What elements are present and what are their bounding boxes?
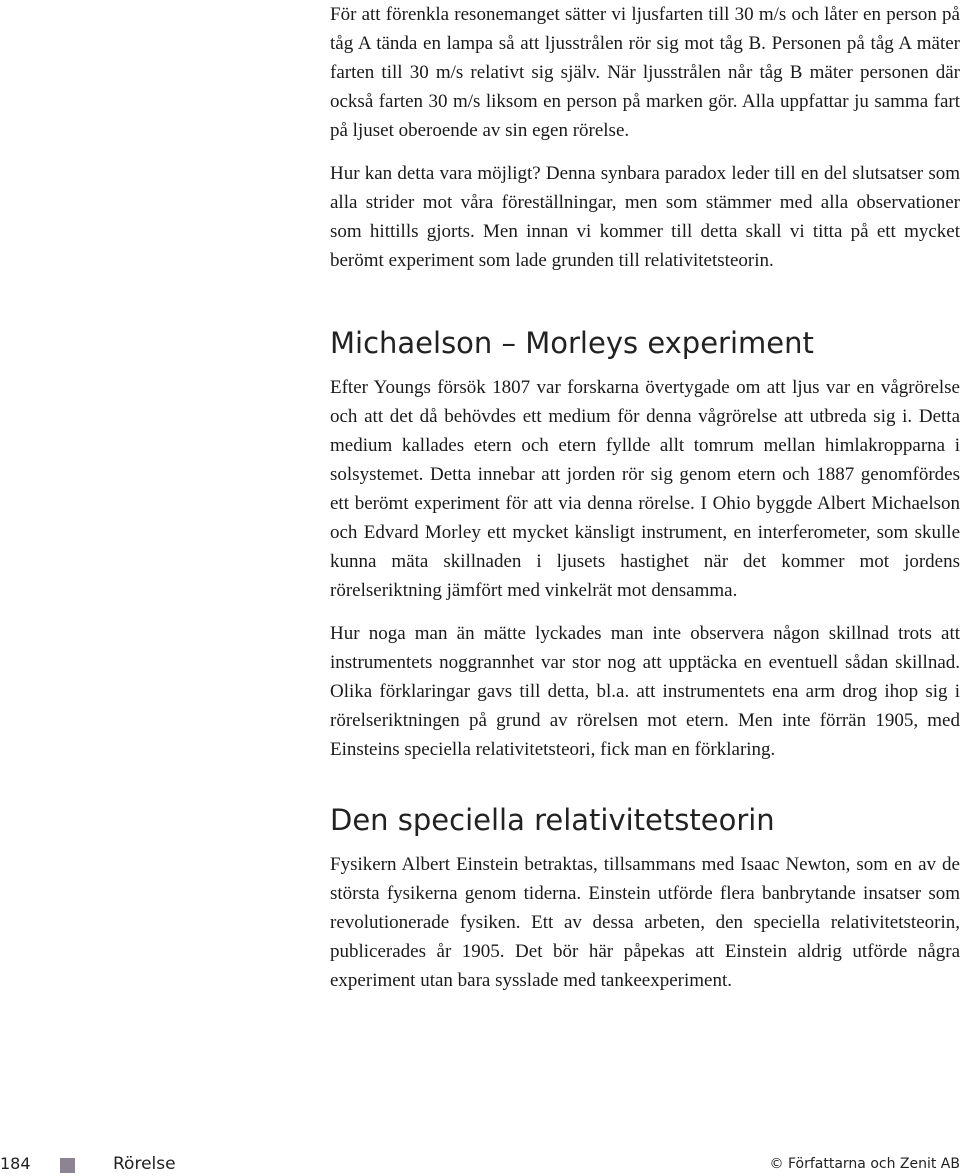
michelson-paragraph-2: Hur noga man än mätte lyckades man inte observera någon skillnad trots att instrumentets noggrannhet var stor nog att upptäcka en eventuell sådan skillnad. Olika förklaringar gavs till detta, bl.a. att instrumentets ena arm drog ihop sig i rörelseriktningen på grund av rörelsen mot etern. Men inte förrän 1905, med Einsteins speciella relativitetsteori, fick man en förklaring.: [330, 623, 960, 760]
michelson-paragraph-1: Efter Youngs försök 1807 var forskarna övertygade om att ljus var en vågrörelse och att det då behövdes ett medium för denna vågrörelse att utbreda sig i. Detta medium kallades etern och etern fyllde allt tomrum mellan himlakropparna i solsystemet. Detta innebar att jorden rör sig genom etern och 1887 genomfördes ett berömt experiment för att via denna rörelse. I Ohio byggde Albert Michaelson och Edvard Morley ett mycket känsligt instrument, en interferometer, som skulle kunna mäta skillnaden i ljusets hastighet när det kommer mot jordens rörelseriktning jämfört med vinkelrät mot densamma.: [330, 377, 960, 601]
intro-paragraph-1: För att förenkla resonemanget sätter vi ljusfarten till 30 m/s och låter en person på tåg A tända en lampa så att ljusstrålen rör sig mot tåg B. Personen på tåg A mäter farten till 30 m/s relativt sig själv. När ljusstrålen når tåg B mäter personen där också farten 30 m/s liksom en person på marken gör. Alla uppfattar ju samma fart på ljuset oberoende av sin egen rörelse.: [330, 4, 960, 141]
page-number: 184: [0, 1154, 31, 1173]
special-relativity-paragraph: Fysikern Albert Einstein betraktas, tillsammans med Isaac Newton, som en av de största fysikerna genom tiderna. Einstein utförde flera banbrytande insatser som revolutionerade fysiken. Ett av dessa arbeten, den speciella relativitetsteorin, publicerades år 1905. Det bör här påpekas att Einstein aldrig utförde några experiment utan bara sysslade med tankeexperiment.: [330, 854, 960, 991]
heading-michelson-morley: Michaelson – Morleys experiment: [330, 326, 814, 360]
intro-paragraph-2: Hur kan detta vara möjligt? Denna synbara paradox leder till en del slutsatser som alla strider mot våra föreställningar, men som stämmer med alla observationer som hittills gjorts. Men innan vi kommer till detta skall vi titta på ett mycket berömt experiment som lade grunden till relativitetsteorin.: [330, 163, 960, 271]
page-content: [330, 0, 960, 995]
page-footer: [0, 1148, 960, 1176]
heading-special-relativity: Den speciella relativitetsteorin: [330, 803, 775, 837]
footer-copyright: © Författarna och Zenit AB: [769, 1156, 960, 1172]
footer-section-title: Rörelse: [113, 1154, 176, 1174]
section-marker-square: [60, 1158, 75, 1173]
